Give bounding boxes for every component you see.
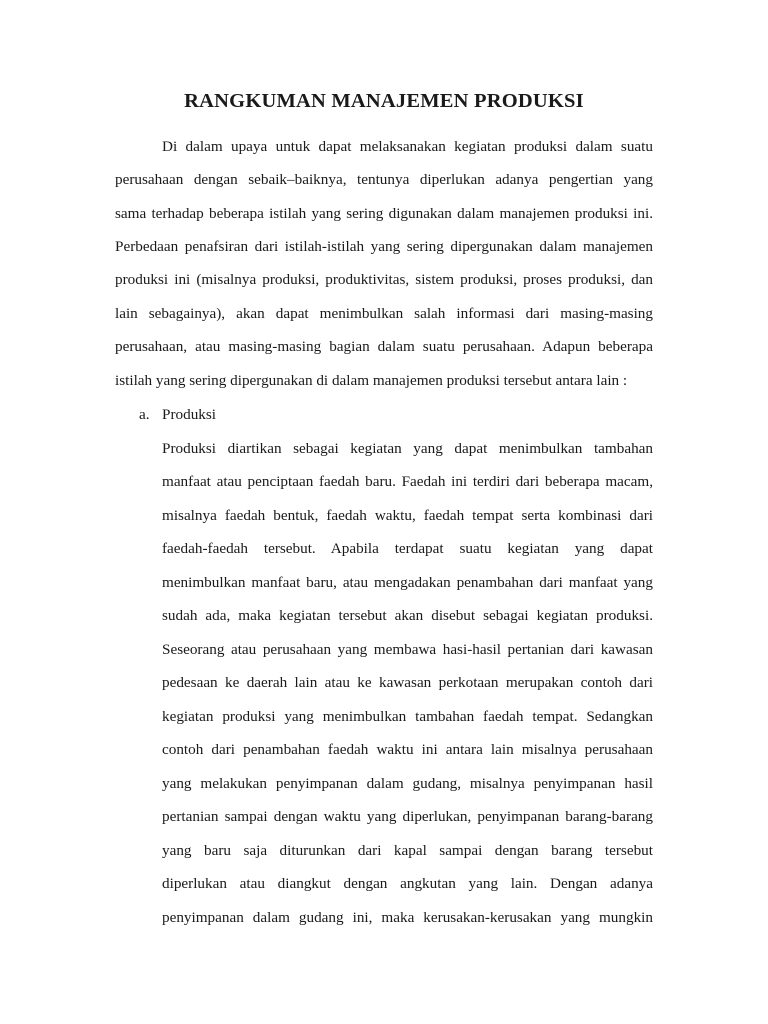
intro-line: Di dalam upaya untuk dapat melaksanakan kegiatan produksi dalam suatu <box>162 138 653 155</box>
intro-line: perusahaan, atau masing-masing bagian dalam suatu perusahaan. Adapun beberapa <box>115 338 653 355</box>
section-heading: Produksi <box>162 406 217 423</box>
intro-line: perusahaan dengan sebaik–baiknya, tentunya diperlukan adanya pengertian yang <box>115 171 653 188</box>
section-line: kegiatan produksi yang menimbulkan tambahan faedah tempat. Sedangkan <box>162 708 653 725</box>
intro-line: lain sebagainya), akan dapat menimbulkan salah informasi dari masing-masing <box>115 305 653 322</box>
section-line: menimbulkan manfaat baru, atau mengadakan penambahan dari manfaat yang <box>162 574 653 591</box>
section-line: sudah ada, maka kegiatan tersebut akan disebut sebagai kegiatan produksi. <box>162 607 653 624</box>
document-title: RANGKUMAN MANAJEMEN PRODUKSI <box>184 90 584 112</box>
section-line: manfaat atau penciptaan faedah baru. Faedah ini terdiri dari beberapa macam, <box>162 473 653 490</box>
section-line: pertanian sampai dengan waktu yang diperlukan, penyimpanan barang-barang <box>162 808 653 825</box>
section-line: yang melakukan penyimpanan dalam gudang, misalnya penyimpanan hasil <box>162 775 653 792</box>
section-line: yang baru saja diturunkan dari kapal sampai dengan barang tersebut <box>162 842 653 859</box>
list-marker: a. <box>139 406 150 423</box>
intro-line: produksi ini (misalnya produksi, produktivitas, sistem produksi, proses produksi, dan <box>115 271 653 288</box>
section-line: diperlukan atau diangkut dengan angkutan yang lain. Dengan adanya <box>162 875 653 892</box>
section-line: Seseorang atau perusahaan yang membawa hasi-hasil pertanian dari kawasan <box>162 641 653 658</box>
section-line: faedah-faedah tersebut. Apabila terdapat suatu kegiatan yang dapat <box>162 540 653 557</box>
section-line: misalnya faedah bentuk, faedah waktu, faedah tempat serta kombinasi dari <box>162 507 653 524</box>
section-line: pedesaan ke daerah lain atau ke kawasan perkotaan merupakan contoh dari <box>162 674 653 691</box>
intro-line: Perbedaan penafsiran dari istilah-istilah yang sering dipergunakan dalam manajemen <box>115 238 653 255</box>
intro-line: sama terhadap beberapa istilah yang sering digunakan dalam manajemen produksi ini. <box>115 205 653 222</box>
intro-line: istilah yang sering dipergunakan di dalam manajemen produksi tersebut antara lain : <box>115 372 628 389</box>
section-line: penyimpanan dalam gudang ini, maka kerusakan-kerusakan yang mungkin <box>162 909 653 926</box>
section-line: contoh dari penambahan faedah waktu ini antara lain misalnya perusahaan <box>162 741 653 758</box>
section-line: Produksi diartikan sebagai kegiatan yang dapat menimbulkan tambahan <box>162 440 653 457</box>
